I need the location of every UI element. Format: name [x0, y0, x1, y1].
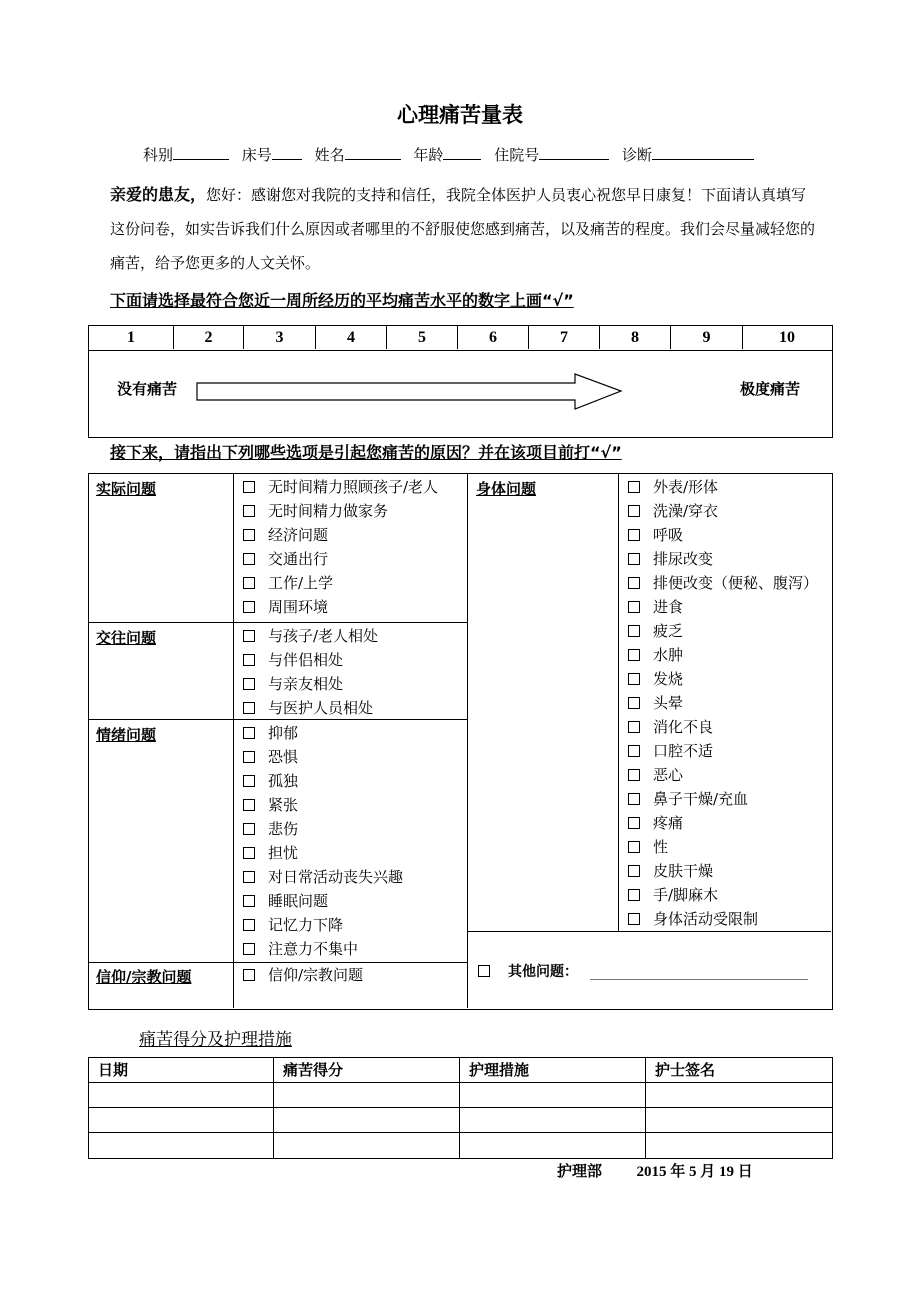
other-problems-field[interactable] — [590, 979, 808, 980]
diagnosis-label: 诊断 — [621, 146, 652, 164]
checkbox-item[interactable]: 外表/形体 — [628, 475, 718, 499]
checkbox-icon[interactable] — [628, 481, 640, 493]
checkbox-item[interactable]: 睡眠问题 — [243, 889, 328, 913]
checkbox-icon[interactable] — [628, 505, 640, 517]
checkbox-icon[interactable] — [628, 673, 640, 685]
checkbox-icon[interactable] — [243, 799, 255, 811]
checkbox-item[interactable]: 无时间精力做家务 — [243, 499, 388, 523]
diagnosis-field[interactable] — [652, 146, 754, 160]
checkbox-item[interactable]: 与伴侣相处 — [243, 648, 343, 672]
intro-paragraph — [110, 178, 820, 280]
scale-instruction: 下面请选择最符合您近一周所经历的平均痛苦水平的数字上画“√” — [110, 291, 574, 310]
checkbox-item[interactable]: 悲伤 — [243, 817, 298, 841]
checkbox-item[interactable]: 恐惧 — [243, 745, 298, 769]
category-emotional: 情绪问题 — [96, 726, 157, 744]
checkbox-icon[interactable] — [243, 871, 255, 883]
checkbox-item[interactable]: 经济问题 — [243, 523, 328, 547]
checkbox-icon[interactable] — [243, 702, 255, 714]
checkbox-item[interactable]: 鼻子干燥/充血 — [628, 787, 748, 811]
footer — [557, 1160, 753, 1181]
checkbox-item[interactable]: 与孩子/老人相处 — [243, 624, 378, 648]
checkbox-icon[interactable] — [243, 895, 255, 907]
col-measures: 护理措施 — [469, 1061, 530, 1079]
checkbox-icon[interactable] — [628, 625, 640, 637]
checkbox-icon[interactable] — [628, 841, 640, 853]
checkbox-icon[interactable] — [628, 793, 640, 805]
category-physical: 身体问题 — [476, 480, 537, 498]
checkbox-item[interactable]: 排便改变（便秘、腹泻） — [628, 571, 818, 595]
checkbox-icon[interactable] — [628, 865, 640, 877]
checkbox-icon[interactable] — [628, 769, 640, 781]
checkbox-item[interactable]: 恶心 — [628, 763, 683, 787]
other-problems[interactable]: 其他问题： — [478, 960, 578, 984]
checkbox-icon[interactable] — [243, 969, 255, 981]
scale-number[interactable]: 3 — [244, 326, 316, 349]
record-table — [88, 1057, 833, 1159]
checkbox-item[interactable]: 水肿 — [628, 643, 683, 667]
checkbox-icon[interactable] — [243, 601, 255, 613]
bed-label: 床号 — [241, 146, 272, 164]
checkbox-icon[interactable] — [243, 823, 255, 835]
checkbox-icon[interactable] — [628, 601, 640, 613]
checkbox-item[interactable]: 抑郁 — [243, 721, 298, 745]
page-title: 心理痛苦量表 — [397, 103, 523, 127]
checkbox-item[interactable]: 信仰/宗教问题 — [243, 963, 363, 987]
checkbox-item[interactable]: 发烧 — [628, 667, 683, 691]
low-label: 没有痛苦 — [117, 380, 178, 398]
bed-field[interactable] — [272, 146, 302, 160]
checkbox-icon[interactable] — [628, 721, 640, 733]
checkbox-icon[interactable] — [243, 553, 255, 565]
checkbox-icon[interactable] — [628, 553, 640, 565]
scale-number[interactable]: 5 — [387, 326, 458, 349]
scale-number[interactable]: 8 — [600, 326, 671, 349]
checkbox-item[interactable]: 周围环境 — [243, 595, 328, 619]
checkbox-item[interactable]: 身体活动受限制 — [628, 907, 758, 931]
checkbox-item[interactable]: 排尿改变 — [628, 547, 713, 571]
record-heading: 痛苦得分及护理措施 — [139, 1030, 292, 1050]
category-spiritual: 信仰/宗教问题 — [96, 968, 192, 986]
checkbox-item[interactable]: 皮肤干燥 — [628, 859, 713, 883]
scale-number[interactable]: 7 — [529, 326, 600, 349]
age-field[interactable] — [443, 146, 481, 160]
patient-info-line — [143, 144, 762, 165]
scale-number[interactable]: 6 — [458, 326, 529, 349]
checkbox-icon[interactable] — [628, 529, 640, 541]
admission-label: 住院号 — [494, 146, 540, 164]
admission-field[interactable] — [539, 146, 609, 160]
name-label: 姓名 — [314, 146, 345, 164]
checkbox-item[interactable]: 对日常活动丧失兴趣 — [243, 865, 403, 889]
checkbox-item[interactable]: 注意力不集中 — [243, 937, 358, 961]
checkbox-icon[interactable] — [243, 630, 255, 642]
checkbox-item[interactable]: 手/脚麻木 — [628, 883, 718, 907]
high-label: 极度痛苦 — [740, 380, 801, 398]
checkbox-icon[interactable] — [243, 919, 255, 931]
scale-number[interactable]: 10 — [779, 329, 795, 346]
scale-number[interactable]: 9 — [671, 326, 743, 349]
checkbox-icon[interactable] — [243, 727, 255, 739]
checkbox-item[interactable]: 紧张 — [243, 793, 298, 817]
checkbox-item[interactable]: 进食 — [628, 595, 683, 619]
age-label: 年龄 — [413, 146, 444, 164]
checkbox-icon[interactable] — [628, 649, 640, 661]
checkbox-icon[interactable] — [243, 481, 255, 493]
scale-number[interactable]: 4 — [316, 326, 387, 349]
checkbox-item[interactable]: 无时间精力照顾孩子/老人 — [243, 475, 438, 499]
checkbox-item[interactable]: 呼吸 — [628, 523, 683, 547]
checkbox-icon[interactable] — [243, 943, 255, 955]
name-field[interactable] — [345, 146, 401, 160]
checkbox-icon[interactable] — [243, 751, 255, 763]
dept-label: 科别 — [143, 146, 174, 164]
dept-field[interactable] — [173, 146, 229, 160]
col-date: 日期 — [98, 1061, 129, 1079]
checkbox-icon[interactable] — [628, 817, 640, 829]
intro-text: 您好：感谢您对我院的支持和信任，我院全体医护人员衷心祝您早日康复！下面请认真填写这份问卷，如实告诉我们什么原因或者哪里的不舒服使您感到痛苦，以及痛苦的程度。我们会尽量减轻您的痛苦，给予您更多的人文关怀。 — [110, 186, 816, 272]
checkbox-icon[interactable] — [628, 889, 640, 901]
checkbox-item[interactable]: 疲乏 — [628, 619, 683, 643]
checkbox-icon[interactable] — [243, 654, 255, 666]
col-signature: 护士签名 — [655, 1061, 716, 1079]
checkbox-icon[interactable] — [243, 847, 255, 859]
category-practical: 实际问题 — [96, 480, 157, 498]
checkbox-item[interactable]: 担忧 — [243, 841, 298, 865]
checkbox-item[interactable]: 洗澡/穿衣 — [628, 499, 718, 523]
greeting: 亲爱的患友， — [110, 185, 207, 204]
checkbox-item[interactable]: 孤独 — [243, 769, 298, 793]
checkbox-icon[interactable] — [628, 745, 640, 757]
checkbox-item[interactable]: 与亲友相处 — [243, 672, 343, 696]
checkbox-icon[interactable] — [243, 577, 255, 589]
checkbox-item[interactable]: 记忆力下降 — [243, 913, 343, 937]
checkbox-icon[interactable] — [478, 965, 490, 977]
checkbox-item[interactable]: 消化不良 — [628, 715, 713, 739]
scale-arrow-icon — [195, 372, 625, 412]
checkbox-item[interactable]: 与医护人员相处 — [243, 696, 373, 720]
footer-department: 护理部 — [557, 1162, 603, 1180]
checkbox-icon[interactable] — [628, 913, 640, 925]
checkbox-icon[interactable] — [243, 505, 255, 517]
checkbox-item[interactable]: 交通出行 — [243, 547, 328, 571]
checkbox-icon[interactable] — [628, 577, 640, 589]
scale-number[interactable]: 2 — [174, 326, 244, 349]
checkbox-item[interactable]: 性 — [628, 835, 668, 859]
category-social: 交往问题 — [96, 629, 157, 647]
checkbox-item[interactable]: 头晕 — [628, 691, 683, 715]
checkbox-icon[interactable] — [243, 529, 255, 541]
checkbox-icon[interactable] — [628, 697, 640, 709]
checkbox-item[interactable]: 口腔不适 — [628, 739, 713, 763]
checkbox-item[interactable]: 疼痛 — [628, 811, 683, 835]
checkbox-item[interactable]: 工作/上学 — [243, 571, 333, 595]
col-score: 痛苦得分 — [283, 1061, 344, 1079]
checkbox-icon[interactable] — [243, 775, 255, 787]
checkbox-icon[interactable] — [243, 678, 255, 690]
footer-date: 2015 年 5 月 19 日 — [636, 1164, 753, 1180]
scale-number[interactable]: 1 — [89, 326, 174, 349]
causes-instruction: 接下来，请指出下列哪些选项是引起您痛苦的原因？并在该项目前打“√” — [110, 443, 622, 462]
